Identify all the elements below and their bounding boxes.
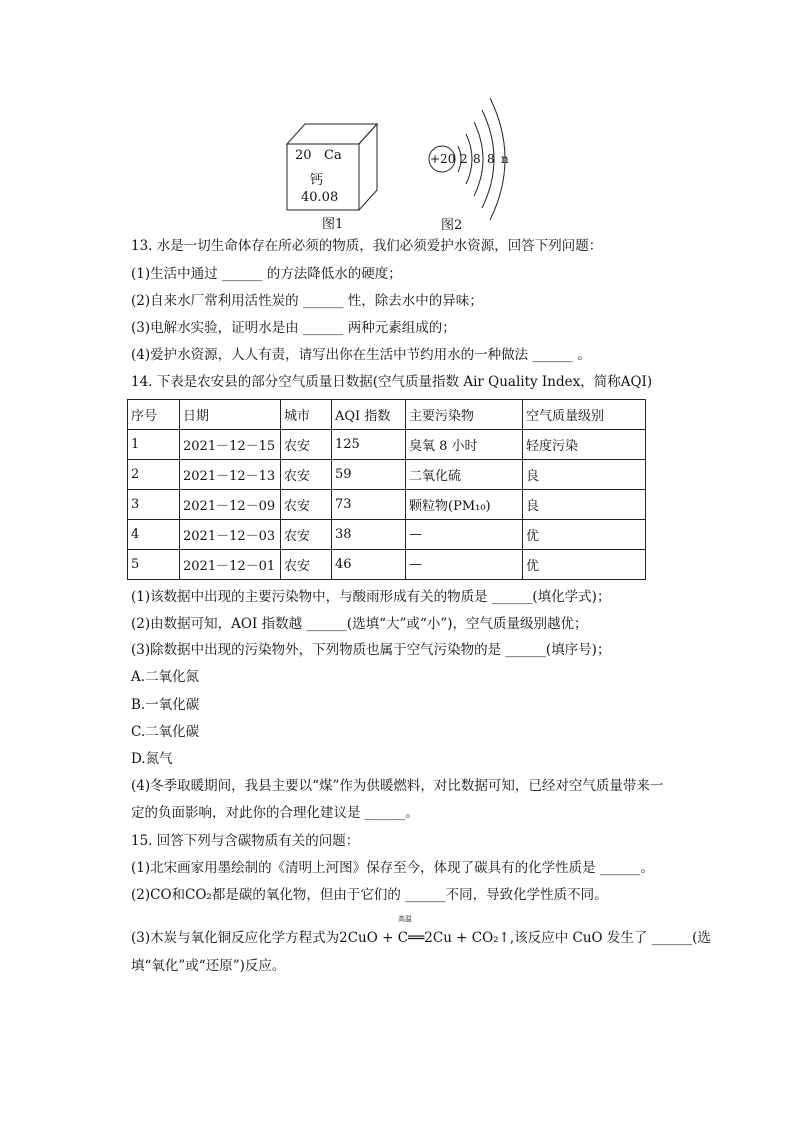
figure-1-caption: 图1: [322, 217, 344, 232]
question-15-item-3-cont: 填“氧化”或“还原”)反应。: [131, 958, 286, 974]
table-cell: 2: [128, 460, 180, 490]
element-name: 钙: [310, 173, 324, 188]
option-d: D.氮气: [131, 751, 173, 767]
table-cell: 农安: [281, 460, 332, 490]
table-cell: 1: [128, 430, 180, 460]
table-cell: 4: [128, 520, 180, 550]
table-cell: 5: [128, 550, 180, 580]
table-cell: 38: [332, 520, 406, 550]
question-14-item-1: (1)该数据中出现的主要污染物中，与酸雨形成有关的物质是 ______(填化学式)；: [131, 589, 611, 605]
aqi-data-table: [127, 399, 646, 580]
table-cell: 农安: [281, 520, 332, 550]
element-symbol: Ca: [324, 148, 342, 163]
table-cell: —: [406, 550, 523, 580]
table-cell: —: [406, 520, 523, 550]
question-13-item-1: (1)生活中通过 ______ 的方法降低水的硬度；: [131, 266, 402, 282]
atomic-number: 20: [295, 148, 312, 163]
reaction-condition: 高温: [398, 915, 412, 923]
table-cell: 良: [523, 490, 646, 520]
option-a: A.二氧化氮: [131, 669, 200, 685]
table-cell: 3: [128, 490, 180, 520]
shell-electrons-3: 8: [487, 152, 495, 166]
table-row: [128, 520, 646, 550]
header-cell: 城市: [281, 400, 332, 430]
question-14-item-3: (3)除数据中出现的污染物外，下列物质也属于空气污染物的是 ______(填序号)；: [131, 642, 611, 658]
table-cell: 臭氧 8 小时: [406, 430, 523, 460]
table-cell: 2021－12－09: [180, 490, 281, 520]
table-cell: 轻度污染: [523, 430, 646, 460]
figure-2-caption: 图2: [441, 218, 463, 233]
table-cell: 2021－12－13: [180, 460, 281, 490]
table-cell: 二氧化硫: [406, 460, 523, 490]
table-row: [128, 460, 646, 490]
option-c: C.二氧化碳: [131, 724, 200, 740]
question-13-item-4: (4)爱护水资源，人人有责，请写出你在生活中节约用水的一种做法 ______ 。: [131, 347, 591, 363]
question-14-item-4-cont: 定的负面影响，对此你的合理化建议是 ______。: [131, 805, 419, 821]
question-15-item-1: (1)北宋画家用墨绘制的《清明上河图》保存至今，体现了碳具有的化学性质是 ______。: [131, 860, 654, 876]
question-15-stem: 15. 回答下列与含碳物质有关的问题：: [131, 833, 360, 849]
table-cell: 46: [332, 550, 406, 580]
question-13-item-3: (3)电解水实验，证明水是由 ______ 两种元素组成的；: [131, 320, 456, 336]
header-cell: 主要污染物: [406, 400, 523, 430]
shell-electrons-2: 8: [473, 152, 481, 166]
nucleus-charge: +20: [430, 152, 456, 166]
header-cell: 空气质量级别: [523, 400, 646, 430]
table-cell: 59: [332, 460, 406, 490]
table-row: [128, 430, 646, 460]
question-15-item-3: (3)木炭与氧化铜反应化学方程式为2CuO + C══2Cu + CO₂↑,该反应中 CuO 发生了 ______(选: [131, 930, 711, 946]
table-cell: 农安: [281, 550, 332, 580]
header-cell: 序号: [128, 400, 180, 430]
table-row: [128, 550, 646, 580]
question-14-stem: 14. 下表是农安县的部分空气质量日数据(空气质量指数 Air Quality Index，简称AQI): [131, 374, 653, 390]
table-cell: 优: [523, 520, 646, 550]
table-cell: 颗粒物(PM₁₀): [406, 490, 523, 520]
header-cell: AQI 指数: [332, 400, 406, 430]
table-cell: 125: [332, 430, 406, 460]
table-cell: 农安: [281, 430, 332, 460]
table-header-row: [128, 400, 646, 430]
shell-electrons-4: n: [501, 152, 509, 166]
question-13-stem: 13. 水是一切生命体存在所必须的物质，我们必须爱护水资源，回答下列问题：: [131, 238, 603, 254]
question-13-item-2: (2)自来水厂常利用活性炭的 ______ 性，除去水中的异味；: [131, 293, 483, 309]
question-14-item-2: (2)由数据可知，AOI 指数越 ______(选填“大”或“小”)，空气质量级别越优；: [131, 616, 588, 632]
atomic-mass: 40.08: [301, 190, 339, 205]
table-cell: 2021－12－15: [180, 430, 281, 460]
table-cell: 73: [332, 490, 406, 520]
table-cell: 2021－12－01: [180, 550, 281, 580]
table-cell: 农安: [281, 490, 332, 520]
table-cell: 2021－12－03: [180, 520, 281, 550]
table-cell: 良: [523, 460, 646, 490]
table-row: [128, 490, 646, 520]
header-cell: 日期: [180, 400, 281, 430]
table-cell: 优: [523, 550, 646, 580]
shell-electrons-1: 2: [460, 152, 468, 166]
question-14-item-4: (4)冬季取暖期间，我县主要以“煤”作为供暖燃料，对比数据可知，已经对空气质量带来一: [131, 778, 664, 794]
option-b: B.一氧化碳: [131, 697, 200, 713]
question-15-item-2: (2)CO和CO₂都是碳的氧化物，但由于它们的 ______不同，导致化学性质不同。: [131, 887, 608, 903]
